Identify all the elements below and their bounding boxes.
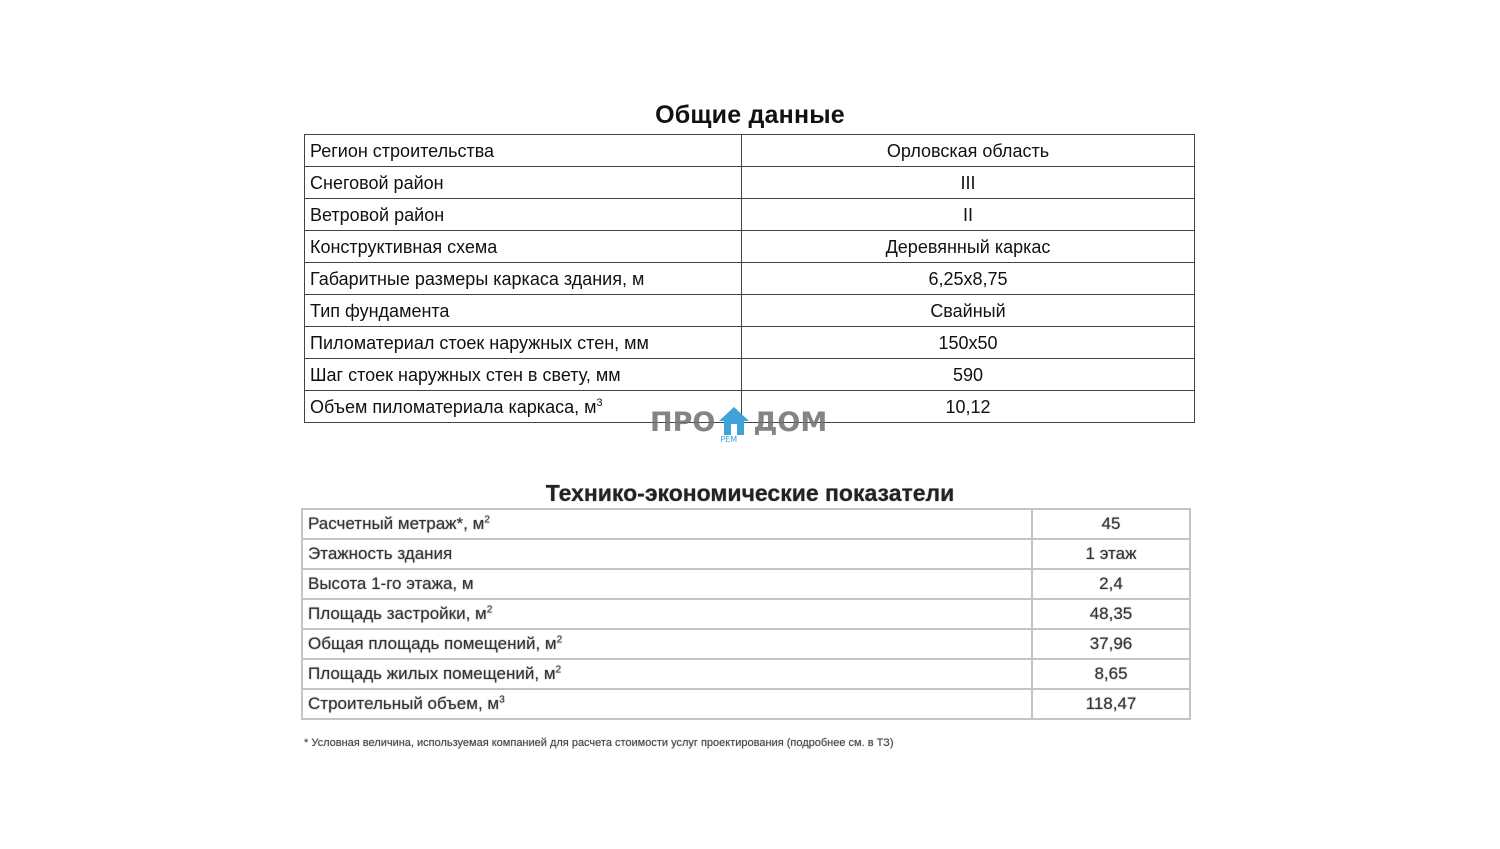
row-value: II [742,199,1195,231]
general-data-title: Общие данные [655,101,845,129]
table-row [302,569,1190,599]
unit-superscript: 3 [499,694,505,706]
row-value: Деревянный каркас [742,231,1195,263]
row-label-cell [302,629,1032,659]
row-value: 48,35 [1032,599,1190,629]
row-value: 45 [1032,509,1190,539]
row-label: Ветровой район [305,199,742,231]
row-value: 10,12 [742,391,1195,423]
unit-superscript: 2 [484,514,490,526]
table-row [305,327,1195,359]
row-label-cell [302,689,1032,719]
table-row [302,599,1190,629]
tech-economic-title: Технико-экономические показатели [545,480,955,506]
row-label: Объем пиломатериала каркаса, м [310,396,597,417]
watermark-left-text: ПРО [650,407,716,438]
row-label: Тип фундамента [305,295,742,327]
row-value: III [742,167,1195,199]
row-label: Шаг стоек наружных стен в свету, мм [305,359,742,391]
row-label: Этажность здания [302,539,1032,569]
table-row [305,359,1195,391]
row-label: Габаритные размеры каркаса здания, м [305,263,742,295]
row-label: Площадь жилых помещений, м [308,664,556,683]
table-row [305,199,1195,231]
row-label-cell [302,599,1032,629]
row-label: Площадь застройки, м [308,604,487,623]
table-row [302,689,1190,719]
row-label-cell [302,509,1032,539]
row-label: Общая площадь помещений, м [308,634,557,653]
row-label: Строительный объем, м [308,694,500,713]
table-row [305,263,1195,295]
table-row [302,659,1190,689]
row-label: Снеговой район [305,167,742,199]
row-value: 590 [742,359,1195,391]
general-data-table [304,134,1195,423]
table-row [302,629,1190,659]
row-value: Орловская область [742,135,1195,167]
table-row [305,135,1195,167]
row-label-cell [302,659,1032,689]
table-row [305,295,1195,327]
house-roof-graphic [717,405,751,437]
row-value: Свайный [742,295,1195,327]
unit-superscript: 2 [486,604,493,616]
watermark-right-text: ДОМ [753,407,828,438]
row-label: Конструктивная схема [305,231,742,263]
tech-economic-table [301,508,1191,720]
row-label: Высота 1-го этажа, м [302,569,1032,599]
table-row [305,231,1195,263]
row-value: 8,65 [1032,659,1190,689]
house-icon [717,403,751,447]
table-row [302,539,1190,569]
row-value: 6,25х8,75 [742,263,1195,295]
row-value: 1 этаж [1032,539,1190,569]
row-value: 37,96 [1032,629,1190,659]
unit-superscript: 2 [556,634,563,646]
pro-dom-watermark [650,403,850,447]
footnote: * Условная величина, используемая компанией для расчета стоимости услуг проектирования (подробнее см. в ТЗ) [304,737,894,749]
unit-superscript: 2 [555,664,562,676]
row-value: 150х50 [742,327,1195,359]
row-label: Регион строительства [305,135,742,167]
row-label: Расчетный метраж*, м [308,514,485,533]
table-row [302,509,1190,539]
row-value: 2,4 [1032,569,1190,599]
row-label: Пиломатериал стоек наружных стен, мм [305,327,742,359]
watermark-small-text: РЕМ [720,435,738,444]
unit-superscript: 3 [596,396,603,409]
table-row [305,167,1195,199]
row-value: 118,47 [1032,689,1190,719]
